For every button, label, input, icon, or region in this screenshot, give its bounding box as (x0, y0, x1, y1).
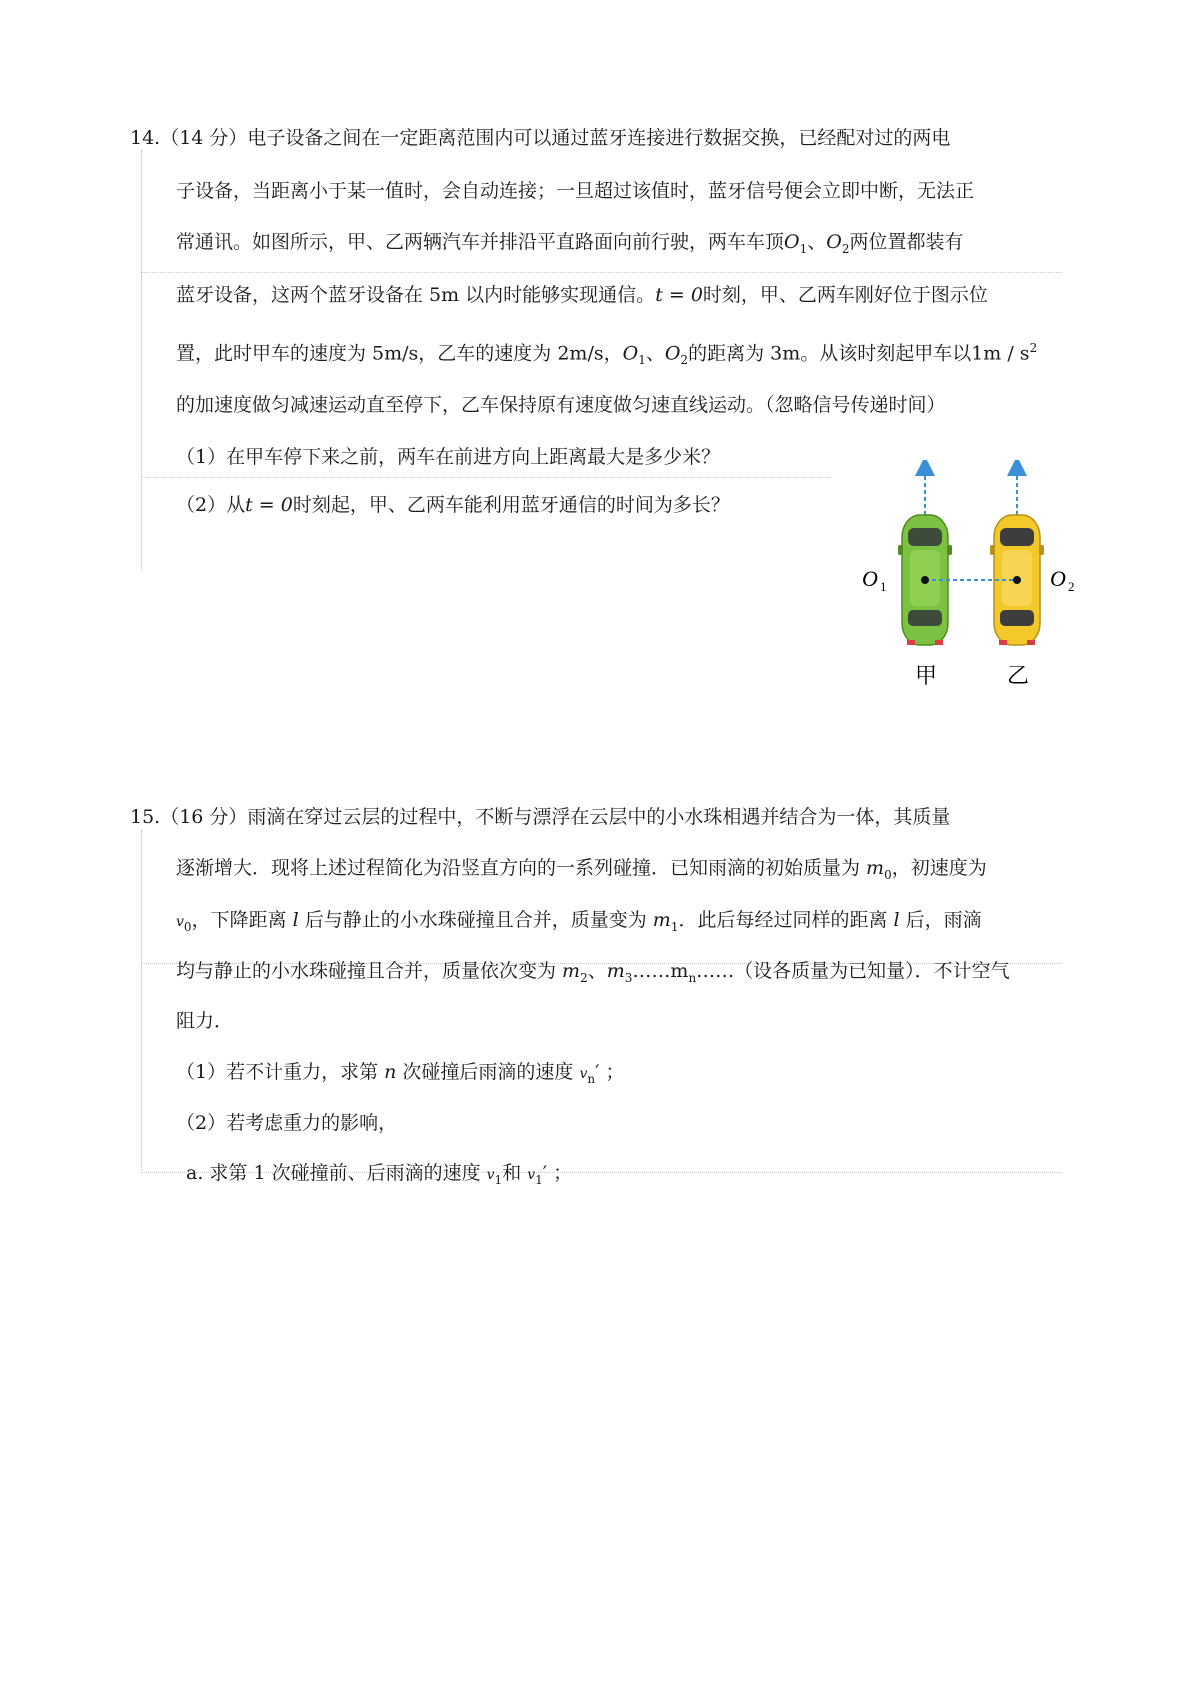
q15-line-3-text-c: ．此后每经过同样的距离 (678, 909, 894, 931)
q14-line-4-text-b: 时刻，甲、乙两车刚好位于图示位 (702, 284, 988, 306)
t-equals-zero: t = 0 (655, 284, 703, 306)
q14-line-5-text-a: 置，此时甲车的速度为 5m/s，乙车的速度为 2m/s， (176, 342, 623, 365)
point-o1-b: O (622, 342, 639, 365)
label-o2-sub: 2 (1068, 579, 1075, 594)
guide-vertical-left-q15 (141, 830, 142, 1170)
mass-mn-sub: n (688, 970, 697, 985)
q15-line-3-text-b: 后与静止的小水珠碰撞且合并，质量变为 (298, 909, 653, 931)
q15-sub-question-1 (176, 1058, 625, 1093)
mass-m1: m (652, 909, 671, 931)
q14-line-3-text-a: 常通讯。如图所示，甲、乙两辆汽车并排沿平直路面向前行驶，两车车顶 (176, 231, 785, 253)
guide-horizontal-q14-a (141, 272, 1061, 273)
mass-m2: m (562, 960, 581, 982)
q15-header: 15.（16 分）雨滴在穿过云层的过程中，不断与漂浮在云层中的小水珠相遇并结合为一体，其质量 (130, 806, 951, 828)
velocity-v1-sub: 1 (494, 1172, 503, 1187)
velocity-v0: v (176, 914, 184, 930)
point-o2-marker (1013, 576, 1021, 584)
q15-line-4-text-b: ……（设各质量为已知量）．不计空气 (696, 960, 1010, 982)
mass-m0-sub: 0 (884, 867, 892, 882)
point-o2-sub: 2 (841, 241, 850, 256)
q15-sub-question-2: （2）若考虑重力的影响， (176, 1112, 398, 1134)
point-o1-sub: 1 (799, 241, 808, 256)
guide-horizontal-q14-b (141, 477, 831, 478)
point-o2-b: O (664, 342, 681, 365)
acceleration-value: 1m / s (971, 342, 1030, 365)
mass-m1-sub: 1 (670, 919, 679, 934)
point-o2: O (826, 231, 842, 253)
q15-line-2-end: ，初速度为 (891, 857, 987, 879)
q14-sub2-text-a: （2）从 (176, 494, 246, 516)
mass-mn: ……m (632, 960, 689, 982)
q14-line-4-text-a: 蓝牙设备，这两个蓝牙设备在 5m 以内时能够实现通信。 (176, 284, 656, 306)
q15-sub1-text-b: 次碰撞后雨滴的速度 (396, 1061, 580, 1083)
velocity-v1-prime-sub: 1 (535, 1172, 543, 1187)
q15-sub1-end: ′ ； (595, 1061, 625, 1083)
q15-line-4-text-a: 均与静止的小水珠碰撞且合并，质量依次变为 (176, 960, 563, 982)
separator: 、 (807, 231, 827, 253)
point-o1-marker (921, 576, 929, 584)
separator-c: 、 (587, 960, 607, 982)
distance-l-b: l (893, 909, 900, 931)
q14-sub2-text-b: 时刻起，甲、乙两车能利用蓝牙通信的时间为多长？ (292, 494, 730, 516)
distance-l: l (292, 909, 299, 931)
q15-line-2 (176, 854, 987, 889)
label-o2: O (1050, 566, 1066, 591)
q15-sub1-text-a: （1）若不计重力，求第 (176, 1061, 385, 1083)
q15-line-3 (176, 906, 982, 941)
t-equals-zero-b: t = 0 (245, 494, 293, 516)
q15-sub2a-end: ′ ； (542, 1162, 573, 1184)
label-car-jia: 甲 (915, 664, 938, 689)
velocity-v1: v (486, 1167, 495, 1183)
q14-line-6: 的加速度做匀减速运动直至停下，乙车保持原有速度做匀速直线运动。（忽略信号传递时间） (176, 394, 946, 416)
q15-sub2a-and: 和 (502, 1162, 528, 1184)
q14-line-4 (176, 281, 988, 309)
q15-line-3-text-d: 后，雨滴 (899, 909, 982, 931)
q15-sub-question-2a (186, 1159, 572, 1194)
q15-line-4 (176, 957, 1010, 992)
velocity-v0-sub: 0 (183, 919, 192, 934)
mass-m3-sub: 3 (624, 970, 633, 985)
two-cars-figure (860, 460, 1090, 710)
q14-line-5 (176, 334, 1037, 374)
q14-line-2: 子设备，当距离小于某一值时，会自动连接；一旦超过该值时，蓝牙信号便会立即中断，无法正 (176, 180, 975, 202)
guide-vertical-left-q14 (141, 150, 142, 570)
velocity-vn: v (579, 1066, 588, 1082)
q15-line-2-text: 逐渐增大．现将上述过程简化为沿竖直方向的一系列碰撞．已知雨滴的初始质量为 (176, 857, 867, 879)
mass-m2-sub: 2 (580, 970, 588, 985)
label-o1: O (862, 566, 878, 591)
point-o1: O (784, 231, 800, 253)
label-car-yi: 乙 (1007, 664, 1030, 689)
velocity-vn-sub: n (587, 1071, 596, 1086)
separator-b: 、 (645, 342, 665, 365)
label-o1-sub: 1 (880, 579, 887, 594)
q14-header: 14.（14 分）电子设备之间在一定距离范围内可以通过蓝牙连接进行数据交换，已经配对过的两电 (130, 127, 951, 149)
q14-line-5-text-b: 的距离为 3m。从该时刻起甲车以 (688, 342, 972, 365)
collision-n: n (384, 1061, 397, 1083)
acceleration-exponent: 2 (1029, 341, 1038, 355)
mass-m3: m (606, 960, 625, 982)
q15-sub2a-text-a: a. 求第 1 次碰撞前、后雨滴的速度 (186, 1162, 487, 1184)
q14-sub-question-1: （1）在甲车停下来之前，两车在前进方向上距离最大是多少米？ (176, 446, 721, 468)
q14-line-3-text-b: 两位置都装有 (849, 231, 964, 253)
q14-sub-question-2 (176, 491, 730, 519)
q15-line-3-text-a: ，下降距离 (191, 909, 293, 931)
point-o2-b-sub: 2 (680, 353, 689, 368)
point-o1-b-sub: 1 (638, 353, 646, 368)
q14-line-3 (176, 228, 963, 263)
velocity-v1-prime: v (527, 1167, 536, 1183)
q15-line-5: 阻力． (176, 1010, 234, 1032)
mass-m0: m (866, 857, 885, 879)
